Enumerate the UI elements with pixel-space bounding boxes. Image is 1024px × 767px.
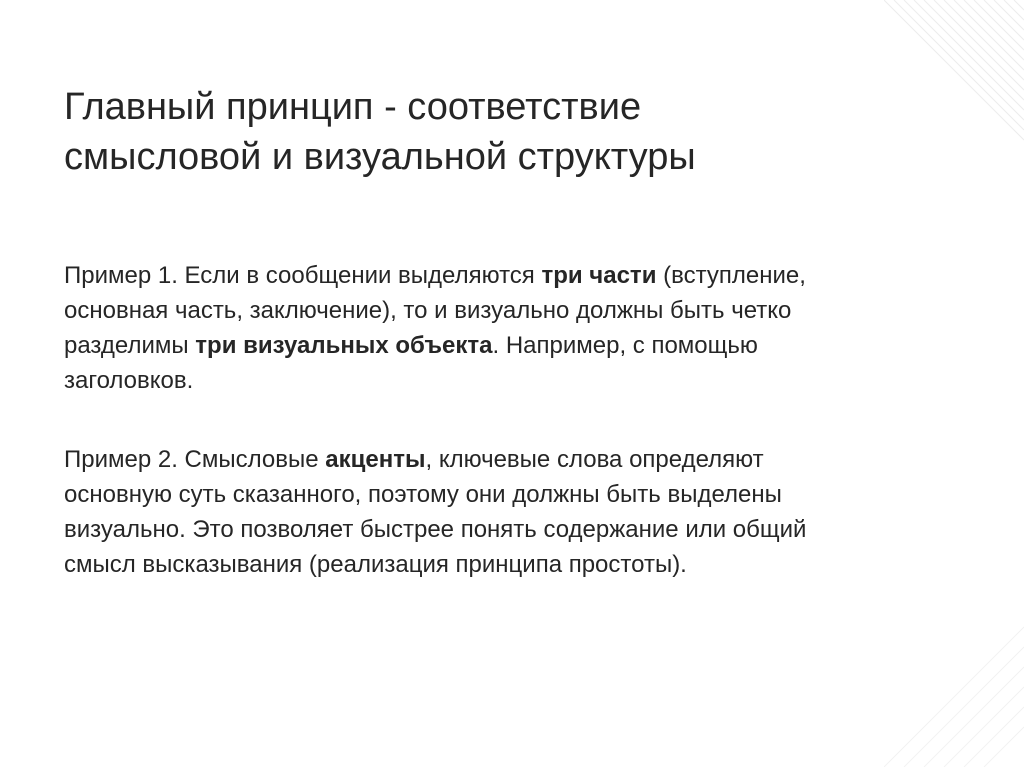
example-1-paragraph: [64, 258, 944, 398]
title-line-2: смысловой и визуальной структуры: [64, 136, 696, 178]
example-2-paragraph: [64, 442, 944, 582]
example-1-line-3: [64, 328, 944, 363]
example-1-text: Пример 1. Если в сообщении выделяются: [64, 262, 542, 289]
example-2-text: Пример 2. Смысловые: [64, 446, 326, 473]
example-1-line-2: основная часть, заключение), то и визуально должны быть четко: [64, 297, 792, 324]
title-line-1: Главный принцип - соответствие: [64, 86, 642, 128]
emphasis-three-parts: три части: [541, 262, 657, 289]
emphasis-three-visual-objects: три визуальных объекта: [195, 332, 493, 359]
example-1-line-4: заголовков.: [64, 367, 194, 394]
slide-title: [64, 82, 924, 182]
example-2-line-2: основную суть сказанного, поэтому они должны быть выделены: [64, 481, 782, 508]
example-2-line-1: [64, 442, 944, 477]
example-1-text: (вступление,: [656, 262, 806, 289]
example-1-text: . Например, с помощью: [492, 332, 758, 359]
emphasis-accents: акценты: [325, 446, 426, 473]
example-2-text: , ключевые слова определяют: [425, 446, 764, 473]
slide-body: [64, 258, 944, 582]
example-1-text: разделимы: [64, 332, 196, 359]
example-2-line-3: визуально. Это позволяет быстрее понять содержание или общий: [64, 516, 807, 543]
example-2-line-4: смысл высказывания (реализация принципа простоты).: [64, 551, 687, 578]
example-1-line-1: [64, 258, 944, 293]
